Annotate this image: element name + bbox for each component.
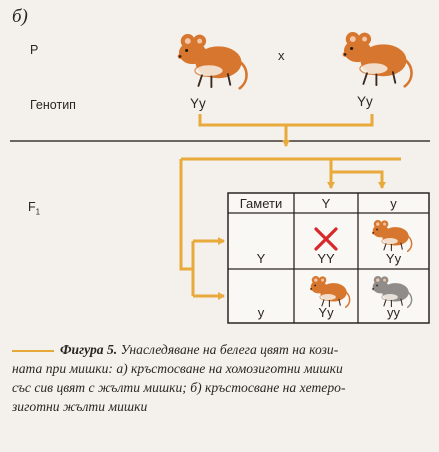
left-trunk-arrow [181, 159, 193, 269]
caption-line-2: ната при мишки: а) кръстосване на хомозиготни мишки [12, 361, 343, 376]
part-label: б) [12, 6, 28, 27]
column-gamete-y: y [390, 195, 397, 211]
f1-label-text: F [28, 200, 36, 214]
caption-figure-label: Фигура 5. [60, 342, 118, 357]
row-gamete-Y: Y [256, 251, 266, 266]
offspring-genotype-Yy-top: Yy [385, 251, 402, 266]
parents-row-label: P [30, 43, 39, 57]
caption-legend-swatch [12, 350, 54, 352]
offspring-genotype-yy: yy [387, 305, 400, 320]
parent-merge-arrow [200, 114, 372, 125]
cross-symbol: x [278, 48, 285, 63]
figure-caption [12, 340, 432, 416]
punnett-corner-header: Гамети [239, 195, 283, 211]
row-gamete-y: y [257, 305, 265, 320]
genotype-row-label: Генотип [30, 98, 76, 112]
parent-mouse-left [178, 35, 246, 89]
column-gamete-arrows [331, 159, 382, 188]
parent-mouse-right [343, 33, 411, 87]
column-gamete-Y: Y [321, 195, 331, 211]
offspring-genotype-YY: YY [317, 251, 335, 266]
left-parent-genotype: Yy [190, 96, 206, 111]
offspring-genotype-Yy-bottom: Yy [318, 305, 334, 320]
right-parent-genotype: Yy [357, 94, 373, 109]
caption-line-4: зиготни жълти мишки [12, 399, 148, 414]
caption-line-3: със сив цвят с жълти мишки; б) кръстосване на хетеро- [12, 380, 346, 395]
f1-label-subscript: 1 [35, 207, 41, 217]
caption-line-1 [12, 340, 432, 359]
caption-text-1: Унаследяване на белега цвят на кози- [120, 342, 339, 357]
